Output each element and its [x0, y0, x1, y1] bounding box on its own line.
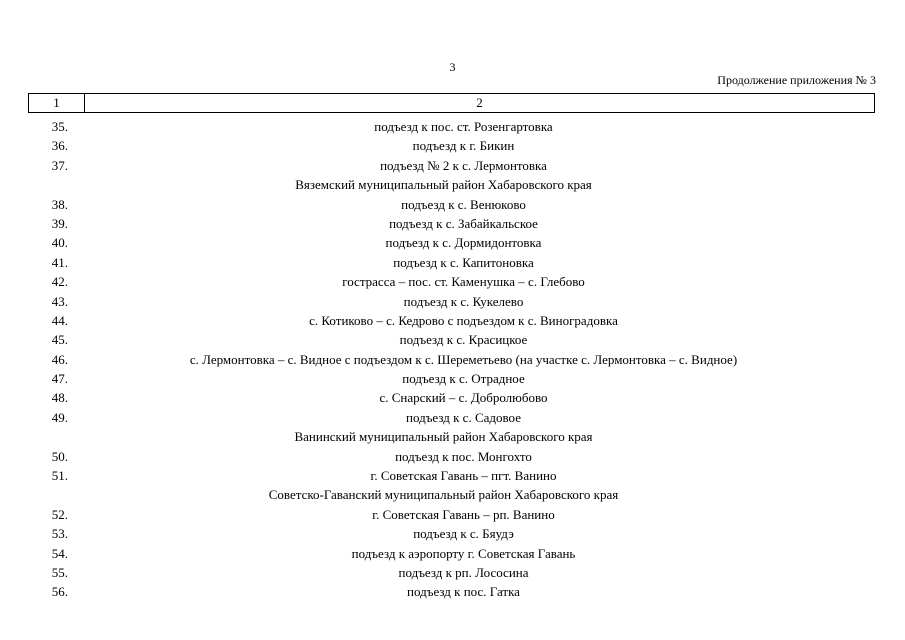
row-text: подъезд к с. Капитоновка: [393, 254, 534, 270]
row-number: 40.: [51, 235, 68, 251]
section-heading: Советско-Гаванский муниципальный район Хабаровского края: [268, 487, 619, 503]
continuation-label: Продолжение приложения № 3: [717, 73, 876, 87]
table-row: [28, 117, 875, 136]
row-number: 45.: [51, 332, 68, 348]
table-row: [28, 563, 875, 582]
row-number: 43.: [51, 293, 68, 309]
row-text: подъезд к с. Красицкое: [399, 332, 528, 348]
table-row: [28, 292, 875, 311]
table-row: [28, 233, 875, 252]
row-text: с. Снарский – с. Добролюбово: [379, 390, 548, 406]
row-text: подъезд к с. Отрадное: [402, 371, 525, 387]
table-row: [28, 195, 875, 214]
row-number: 38.: [51, 196, 68, 212]
row-number: 53.: [51, 526, 68, 542]
row-text: подъезд к г. Бикин: [412, 138, 515, 154]
table-row: [28, 272, 875, 291]
row-text: подъезд к пос. Монгохто: [395, 448, 532, 464]
table-row: [28, 350, 875, 369]
table-row: [28, 388, 875, 407]
row-text: подъезд к рп. Лососина: [398, 564, 529, 580]
row-text: с. Котиково – с. Кедрово с подъездом к с. Виноградовка: [309, 312, 618, 328]
row-text: г. Советская Гавань – рп. Ванино: [372, 506, 555, 522]
row-text: гострасса – пос. ст. Каменушка – с. Глебово: [342, 274, 585, 290]
row-number: 37.: [51, 157, 68, 173]
header-col-2: 2: [476, 95, 483, 110]
table-row: [28, 524, 875, 543]
table-row: [28, 447, 875, 466]
section-heading-row: [28, 485, 875, 504]
header-col-1: 1: [29, 94, 85, 112]
table-header: [28, 93, 875, 113]
row-text: подъезд к с. Садовое: [406, 409, 521, 425]
row-text: подъезд № 2 к с. Лермонтовка: [380, 157, 547, 173]
section-heading-row: [28, 175, 875, 194]
road-list: [28, 117, 875, 602]
row-text: подъезд к пос. ст. Розенгартовка: [374, 119, 553, 134]
row-number: 49.: [51, 409, 68, 425]
row-number: 52.: [51, 506, 68, 522]
table-row: [28, 369, 875, 388]
row-number: 50.: [51, 448, 68, 464]
row-text: подъезд к с. Бяудэ: [413, 526, 514, 542]
row-number: 46.: [51, 351, 68, 367]
row-number: 47.: [51, 371, 68, 387]
row-number: 56.: [51, 584, 68, 600]
row-text: г. Советская Гавань – пгт. Ванино: [370, 468, 557, 484]
table-row: [28, 466, 875, 485]
row-text: подъезд к с. Дормидонтовка: [385, 235, 542, 251]
section-heading: Вяземский муниципальный район Хабаровского края: [295, 177, 592, 193]
row-text: подъезд к аэропорту г. Советская Гавань: [351, 545, 576, 561]
row-number: 36.: [51, 138, 68, 154]
table-row: [28, 408, 875, 427]
row-number: 51.: [51, 468, 68, 484]
table-row: [28, 311, 875, 330]
row-number: 48.: [51, 390, 68, 406]
row-text: подъезд к с. Забайкальское: [389, 215, 538, 231]
page-number: 3: [449, 60, 456, 74]
row-text: подъезд к с. Кукелево: [403, 293, 524, 309]
row-number: 41.: [51, 254, 68, 270]
row-number: 55.: [51, 564, 68, 580]
table-row: [28, 136, 875, 155]
row-number: 44.: [51, 312, 68, 328]
table-row: [28, 253, 875, 272]
section-heading: Ванинский муниципальный район Хабаровского края: [294, 429, 593, 445]
table-row: [28, 214, 875, 233]
row-text: с. Лермонтовка – с. Видное с подъездом к с. Шереметьево (на участке с. Лермонтовка – с. Видное): [189, 351, 738, 367]
row-number: 39.: [51, 215, 68, 231]
table-row: [28, 582, 875, 601]
table-row: [28, 544, 875, 563]
row-number: 35.: [51, 119, 68, 134]
section-heading-row: [28, 427, 875, 446]
row-text: подъезд к с. Венюково: [401, 196, 526, 212]
table-row: [28, 156, 875, 175]
row-text: подъезд к пос. Гатка: [407, 584, 520, 600]
row-number: 54.: [51, 545, 68, 561]
row-number: 42.: [51, 274, 68, 290]
table-row: [28, 330, 875, 349]
table-row: [28, 505, 875, 524]
